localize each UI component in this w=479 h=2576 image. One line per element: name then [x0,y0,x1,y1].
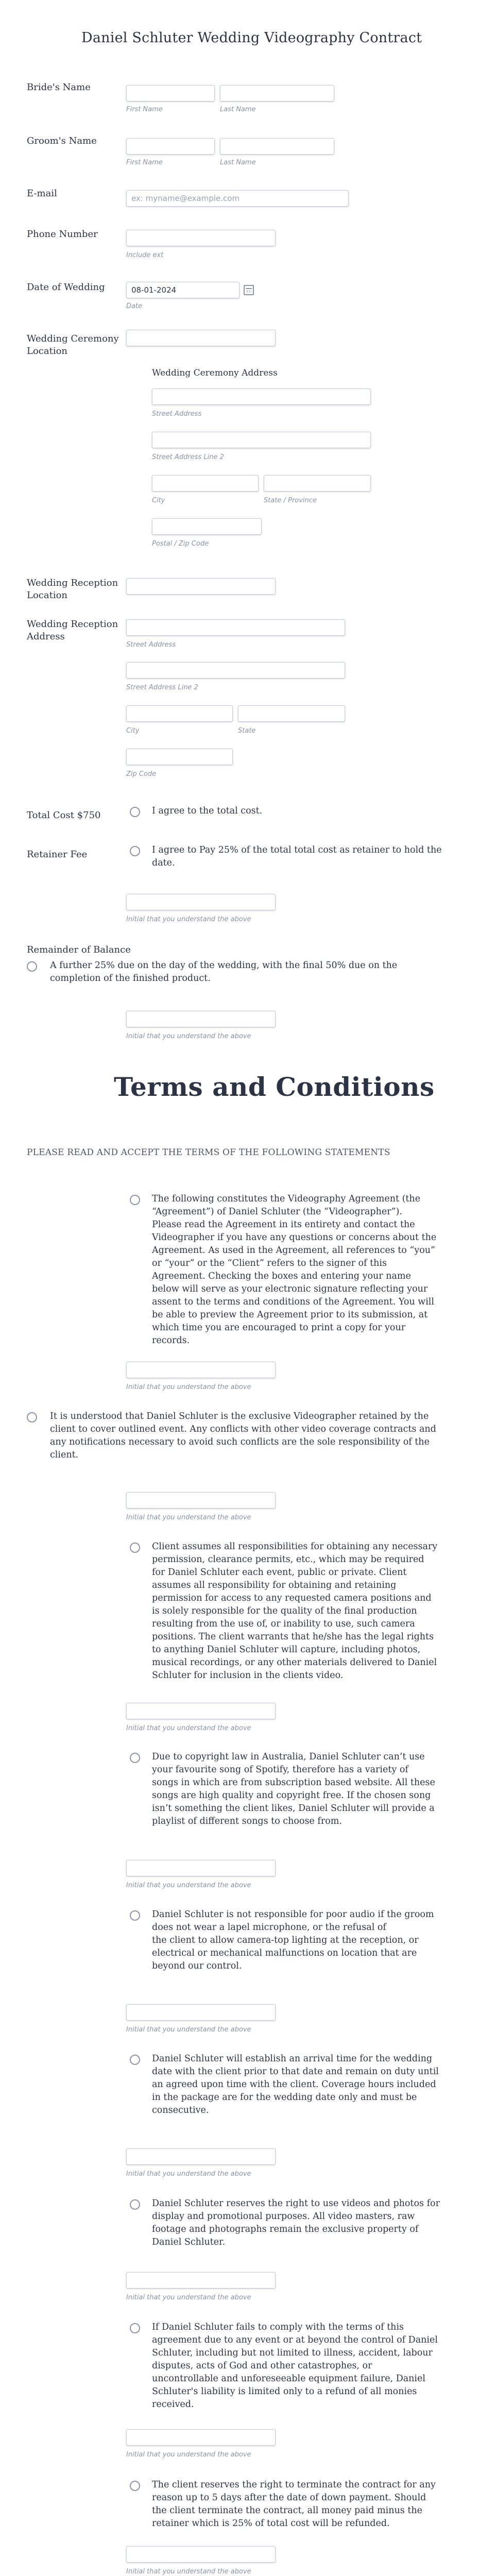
remainder-initial-sublabel: Initial that you understand the above [126,1032,251,1040]
statement-3-initial-sublabel: Initial that you understand the above [126,1724,251,1732]
statement-line: the client to allow camera-top lighting at the reception, or [152,1935,419,1945]
statement-line: does not wear a lapel microphone, or the refusal of [152,1922,386,1933]
statement-4-text [152,1751,461,1828]
statement-4-initial-sublabel: Initial that you understand the above [126,1882,251,1889]
statement-3-radio[interactable] [130,1543,140,1553]
statement-1-initial-sublabel: Initial that you understand the above [126,1383,251,1391]
ceremony-street2-sublabel: Street Address Line 2 [152,453,224,461]
phone-sublabel: Include ext [126,251,164,259]
form-title: Daniel Schluter Wedding Videography Contract [81,30,422,46]
statement-line: Agreement. As used in the Agreement, all references to “you” [152,1245,435,1256]
statement-line: beyond our control. [152,1961,242,1971]
ceremony-address-title: Wedding Ceremony Address [152,368,278,378]
statement-8-radio[interactable] [130,2323,140,2333]
statement-line: date with the client prior to that date and remain on duty until [152,2066,439,2077]
ceremony-city-input[interactable] [152,475,259,492]
bride-first-name-input[interactable] [126,85,215,101]
statement-line: Videographer if you have any questions or concerns about the [152,1232,437,1243]
statement-line: Daniel Schluter is not responsible for poor audio if the groom [152,1909,434,1920]
statement-line: agreement due to any event or at beyond the control of Daniel [152,2335,438,2345]
statement-line: or “your” or the “Client” refers to the signer of this [152,1258,387,1268]
statement-line: Daniel Schluter will establish an arrival time for the wedding [152,2054,433,2064]
statement-1-initial-input[interactable] [126,1362,276,1378]
statement-2-text [50,1410,472,1462]
statement-1-text [152,1193,461,1347]
ceremony-location-label-2: Location [27,346,68,357]
reception-street-input[interactable] [126,619,345,636]
statement-line: client to cover outlined event. Any conflicts with other video coverage contracts and [50,1424,436,1434]
reception-address-label-2: Address [27,631,65,642]
email-label: E-mail [27,188,57,199]
reception-city-sublabel: City [126,727,140,735]
statement-line: reason up to 5 days after the date of down payment. Should [152,2493,426,2503]
ceremony-city-sublabel: City [152,497,165,504]
total-cost-label: Total Cost $750 [27,810,101,821]
statement-6-initial-input[interactable] [126,2148,276,2165]
reception-state-sublabel: State [238,727,256,735]
statement-line: any notifications necessary to avoid such conflicts are the sole responsibility of the [50,1437,430,1447]
statement-7-radio[interactable] [130,2199,140,2210]
total-cost-option: I agree to the total cost. [152,806,263,816]
statement-line: playlist of different songs to choose from. [152,1816,342,1826]
total-cost-radio[interactable] [130,807,140,817]
retainer-option-line1: I agree to Pay 25% of the total total cost as retainer to hold the [152,845,442,855]
statement-line: electrical or mechanical malfunctions on location that are [152,1948,417,1958]
statement-line: permission for access to any requested camera positions and [152,1593,432,1603]
statement-line: the client terminate the contract, all money paid minus the [152,2505,422,2516]
retainer-initial-sublabel: Initial that you understand the above [126,916,251,923]
statement-2-radio[interactable] [27,1412,37,1422]
statement-line: Schluter's liability is limited only to a refund of all monies [152,2386,417,2397]
statement-9-text [152,2479,461,2530]
statement-5-initial-input[interactable] [126,2004,276,2021]
statement-6-radio[interactable] [130,2055,140,2065]
statement-3-text [152,1540,461,1682]
statement-7-initial-sublabel: Initial that you understand the above [126,2294,251,2301]
statement-line: records. [152,1335,190,1346]
groom-first-sublabel: First Name [126,159,163,166]
ceremony-zip-input[interactable] [152,518,262,535]
statement-line: Daniel Schluter. [152,2237,226,2247]
statement-3-initial-input[interactable] [126,1703,276,1719]
statement-line: disputes, acts of God and other catastrophes, or [152,2361,372,2371]
groom-last-sublabel: Last Name [220,159,256,166]
statement-2-initial-input[interactable] [126,1492,276,1509]
statement-1-radio[interactable] [130,1195,140,1205]
statement-line: for Daniel Schluter each event, public or private. Client [152,1567,407,1578]
statement-line: Agreement. Checking the boxes and entering your name [152,1271,411,1281]
statement-5-initial-sublabel: Initial that you understand the above [126,2026,251,2033]
bride-last-sublabel: Last Name [220,106,256,113]
wedding-date-label: Date of Wedding [27,282,105,293]
phone-input[interactable] [126,230,276,246]
statement-4-radio[interactable] [130,1753,140,1763]
ceremony-street-input[interactable] [152,388,371,405]
ceremony-state-sublabel: State / Province [264,497,317,504]
reception-location-label-2: Location [27,590,68,601]
statement-line: display and promotional purposes. All video masters, raw [152,2211,415,2222]
reception-zip-sublabel: Zip Code [126,770,157,778]
ceremony-location-input[interactable] [126,330,276,346]
statement-line: Schluter, including but not limited to illness, accident, labour [152,2348,433,2358]
ceremony-street-sublabel: Street Address [152,410,202,418]
statement-line: Please read the Agreement in its entirety and contact the [152,1219,415,1230]
statement-line: your favourite song of Spotify, therefore has a variety of [152,1765,408,1775]
statement-line: uncontrollable and unforeseeable equipment failure, Daniel [152,2374,425,2384]
phone-label: Phone Number [27,229,98,240]
reception-location-input[interactable] [126,578,276,595]
statement-9-initial-input[interactable] [126,2546,276,2563]
remainder-option-line2: completion of the finished product. [50,973,211,984]
statement-line: is solely responsible for the quality of the final production [152,1606,417,1616]
statement-5-radio[interactable] [130,1910,140,1921]
statement-line: Schluter for inclusion in the clients video. [152,1670,344,1681]
remainder-radio[interactable] [27,961,37,972]
statement-line: footage and photographs remain the exclusive property of [152,2224,419,2234]
groom-first-name-input[interactable] [126,138,215,155]
statement-line: retainer which is 25% of total cost will be refunded. [152,2518,390,2529]
statement-6-text [152,2053,461,2117]
reception-location-label-1: Wedding Reception [27,578,118,588]
statement-line: be able to preview the Agreement prior to its submission, at [152,1310,428,1320]
bride-first-sublabel: First Name [126,106,163,113]
ceremony-location-label-1: Wedding Ceremony [27,333,119,344]
statement-line: The client reserves the right to terminate the contract for any [152,2480,436,2490]
statement-line: Daniel Schluter reserves the right to use videos and photos for [152,2198,440,2209]
statement-6-initial-sublabel: Initial that you understand the above [126,2170,251,2178]
statement-7-text [152,2197,461,2249]
terms-heading: Terms and Conditions [114,1072,435,1102]
wedding-date-input[interactable]: 08-01-2024 [126,282,239,298]
statement-8-initial-sublabel: Initial that you understand the above [126,2451,251,2459]
statement-line: It is understood that Daniel Schluter is the exclusive Videographer retained by the [50,1411,429,1421]
reception-street2-input[interactable] [126,662,345,679]
retainer-radio[interactable] [130,846,140,856]
retainer-initial-input[interactable] [126,894,276,910]
reception-street2-sublabel: Street Address Line 2 [126,684,198,691]
reception-street-sublabel: Street Address [126,641,176,649]
statement-8-initial-input[interactable] [126,2429,276,2446]
statement-line: songs in which are from subscription based website. All these [152,1777,435,1788]
statement-line: Due to copyright law in Australia, Daniel Schluter can’t use [152,1752,425,1762]
remainder-label: Remainder of Balance [27,944,131,955]
retainer-option-line2: date. [152,858,175,868]
statement-line: songs are high quality and copyright free. If the chosen song [152,1790,431,1801]
statement-4-initial-input[interactable] [126,1860,276,1876]
statement-line: “Agreement”) of Daniel Schluter (the “Videographer”). [152,1207,402,1217]
statement-line: which time you are encouraged to print a copy for your [152,1323,406,1333]
grooms-name-label: Groom's Name [27,135,97,146]
statement-line: positions. The client warrants that he/she has the legal rights [152,1632,434,1642]
groom-last-name-input[interactable] [220,138,334,155]
statement-5-text [152,1908,461,1973]
statement-line: received. [152,2399,194,2410]
statement-7-initial-input[interactable] [126,2272,276,2289]
statement-9-radio[interactable] [130,2481,140,2491]
reception-city-input[interactable] [126,705,233,722]
statement-line: to anything Daniel Schluter will capture, including photos, [152,1645,421,1655]
terms-instruction: PLEASE READ AND ACCEPT THE TERMS OF THE FOLLOWING STATEMENTS [27,1147,390,1158]
calendar-icon[interactable] [244,285,254,295]
statement-line: The following constitutes the Videography Agreement (the [152,1194,421,1204]
statement-line: below will serve as your electronic signature reflecting your [152,1284,428,1294]
statement-line: assumes all responsibility for obtaining and retaining [152,1580,397,1590]
statement-9-initial-sublabel: Initial that you understand the above [126,2568,251,2575]
wedding-date-sublabel: Date [126,302,143,310]
statement-8-text [152,2321,461,2411]
ceremony-zip-sublabel: Postal / Zip Code [152,540,209,548]
statement-line: resulting from the use of, or inability to use, such camera [152,1619,415,1629]
ceremony-street2-input[interactable] [152,432,371,448]
statement-line: client. [50,1450,79,1460]
statement-line: an agreed upon time with the client. Coverage hours included [152,2079,436,2090]
statement-line: Client assumes all responsibilities for obtaining any necessary [152,1541,438,1552]
retainer-label: Retainer Fee [27,849,88,860]
statement-line: If Daniel Schluter fails to comply with the terms of this [152,2322,404,2332]
email-input[interactable]: ex: myname@example.com [126,190,349,207]
statement-line: assent to the terms and conditions of the Agreement. You will [152,1297,434,1307]
statement-line: in the package are for the wedding date only and must be [152,2092,417,2103]
remainder-initial-input[interactable] [126,1011,276,1027]
brides-name-label: Bride's Name [27,82,91,93]
remainder-option-line1: A further 25% due on the day of the wedding, with the final 50% due on the [50,960,398,971]
statement-2-initial-sublabel: Initial that you understand the above [126,1514,251,1521]
statement-line: isn’t something the client likes, Daniel Schluter will provide a [152,1803,435,1814]
statement-line: musical recordings, or any other materials delivered to Daniel [152,1657,437,1668]
reception-state-input[interactable] [238,705,345,722]
reception-zip-input[interactable] [126,749,233,765]
statement-line: permission, clearance permits, etc., which may be required [152,1554,424,1565]
reception-address-label-1: Wedding Reception [27,619,118,630]
statement-line: consecutive. [152,2105,209,2115]
bride-last-name-input[interactable] [220,85,334,101]
ceremony-state-input[interactable] [264,475,371,492]
